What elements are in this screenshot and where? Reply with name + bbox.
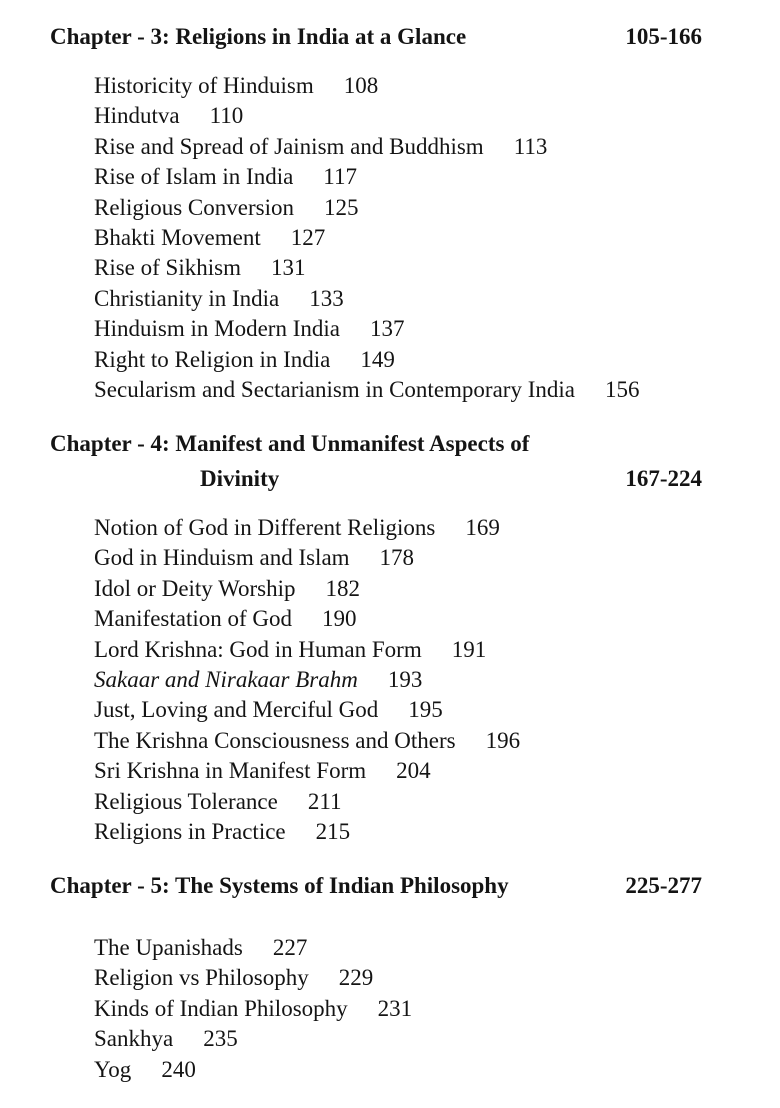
entry-page: 156	[604, 376, 640, 402]
entry-page: 113	[513, 133, 548, 159]
entry-title: Bhakti Movement	[94, 224, 261, 250]
entry-title: Historicity of Hinduism	[94, 73, 314, 98]
entry-page: 235	[203, 1026, 238, 1052]
entry-page: 131	[270, 255, 306, 281]
entry-title: Hindutva	[94, 103, 180, 129]
entry-title: Religious Tolerance	[94, 788, 278, 814]
toc-entry[interactable]	[94, 314, 734, 344]
entry-title: Religious Conversion	[94, 194, 294, 220]
entry-page: 178	[379, 545, 415, 571]
toc-entry[interactable]	[94, 345, 734, 375]
toc-entry[interactable]	[94, 1055, 734, 1085]
entry-title: Yog	[94, 1056, 132, 1082]
entry-page: 110	[209, 103, 244, 129]
entry-page: 190	[322, 606, 357, 632]
toc-entry[interactable]	[94, 635, 734, 665]
entry-title: Sakaar and Nirakaar Brahm	[94, 666, 358, 692]
chapter-page-range: 105-166	[625, 24, 702, 49]
toc-entry[interactable]	[94, 604, 734, 634]
entry-page: 193	[387, 666, 423, 692]
entry-page: 240	[161, 1056, 196, 1082]
toc-entry[interactable]	[94, 513, 734, 543]
toc-entry[interactable]	[94, 253, 734, 283]
entry-page: 231	[377, 995, 413, 1021]
entry-page: 229	[338, 965, 374, 991]
toc-entry[interactable]	[94, 933, 734, 963]
chapter-heading: Chapter - 3: Religions in India at a Glance	[50, 24, 467, 49]
entry-page: 215	[315, 818, 351, 844]
entry-page: 182	[325, 575, 361, 601]
entry-title: Hinduism in Modern India	[94, 316, 340, 342]
toc-entry[interactable]	[94, 695, 734, 725]
chapter-4-entries	[94, 513, 734, 847]
chapter-3-entries	[94, 71, 734, 405]
entry-title: Secularism and Sectarianism in Contemporary India	[94, 376, 575, 402]
toc-entry[interactable]	[94, 726, 734, 756]
entry-page: 117	[323, 164, 357, 190]
entry-page: 125	[323, 194, 359, 220]
toc-entry[interactable]	[94, 162, 734, 192]
chapter-5-heading-row	[50, 871, 702, 901]
entry-page: 227	[272, 935, 308, 960]
entry-title: Sankhya	[94, 1026, 174, 1052]
toc-entry[interactable]	[94, 223, 734, 253]
toc-entry[interactable]	[94, 375, 734, 405]
entry-title: God in Hinduism and Islam	[94, 545, 350, 571]
toc-entry[interactable]	[94, 574, 734, 604]
chapter-heading-cont: Divinity	[200, 466, 280, 491]
toc-entry[interactable]	[94, 994, 734, 1024]
entry-title: Christianity in India	[94, 285, 280, 311]
toc-entry[interactable]	[94, 101, 734, 131]
entry-page: 137	[369, 316, 405, 342]
chapter-heading: Chapter - 4: Manifest and Unmanifest Aspects of	[50, 431, 530, 456]
toc-entry[interactable]	[94, 71, 734, 101]
entry-page: 191	[451, 636, 487, 662]
entry-title: Religions in Practice	[94, 818, 286, 844]
entry-title: Right to Religion in India	[94, 346, 331, 372]
entry-page: 204	[396, 758, 431, 784]
entry-title: Just, Loving and Merciful God	[94, 697, 379, 723]
entry-title: Notion of God in Different Religions	[94, 515, 436, 540]
entry-page: 211	[307, 788, 342, 814]
entry-page: 133	[309, 285, 344, 311]
toc-entry[interactable]	[94, 543, 734, 573]
entry-title: Rise and Spread of Jainism and Buddhism	[94, 133, 484, 159]
chapter-page-range: 167-224	[625, 466, 702, 491]
entry-page: 108	[343, 73, 379, 98]
chapter-4-heading-row	[50, 429, 702, 459]
entry-title: Sri Krishna in Manifest Form	[94, 758, 367, 784]
entry-title: Lord Krishna: God in Human Form	[94, 636, 422, 662]
toc-entry[interactable]	[94, 284, 734, 314]
entry-page: 127	[290, 224, 326, 250]
toc-entry[interactable]	[94, 132, 734, 162]
toc-entry[interactable]	[94, 787, 734, 817]
entry-title: Manifestation of God	[94, 606, 293, 632]
entry-title: Kinds of Indian Philosophy	[94, 995, 348, 1021]
entry-page: 196	[485, 727, 521, 753]
toc-entry[interactable]	[94, 193, 734, 223]
chapter-heading: Chapter - 5: The Systems of Indian Philosophy	[50, 873, 509, 898]
toc-entry[interactable]	[94, 665, 734, 695]
entry-page: 169	[465, 515, 500, 540]
entry-page: 149	[360, 346, 395, 372]
entry-title: Idol or Deity Worship	[94, 575, 296, 601]
chapter-3-heading-row	[50, 22, 702, 52]
chapter-page-range: 225-277	[625, 873, 702, 898]
entry-title: The Upanishads	[94, 935, 243, 960]
toc-entry[interactable]	[94, 1024, 734, 1054]
toc-entry[interactable]	[94, 963, 734, 993]
entry-title: The Krishna Consciousness and Others	[94, 727, 456, 753]
toc-entry[interactable]	[94, 817, 734, 847]
entry-title: Rise of Sikhism	[94, 255, 241, 281]
toc-entry[interactable]	[94, 756, 734, 786]
chapter-5-entries	[94, 933, 734, 1085]
entry-title: Rise of Islam in India	[94, 164, 294, 190]
entry-title: Religion vs Philosophy	[94, 965, 309, 991]
entry-page: 195	[408, 697, 443, 723]
